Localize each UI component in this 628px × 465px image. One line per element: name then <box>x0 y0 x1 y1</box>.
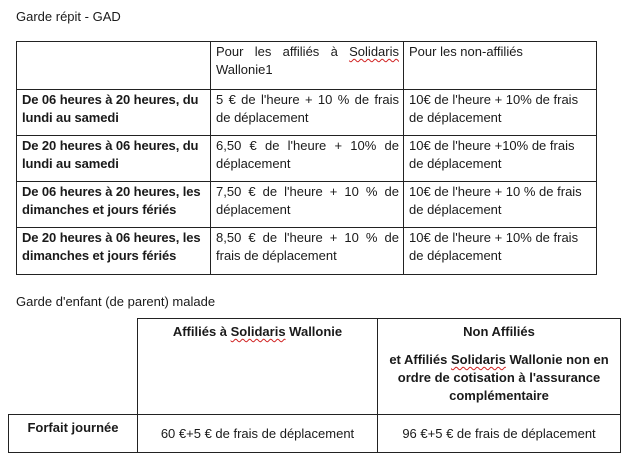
header-non-affiliated-line1: Non Affiliés <box>463 324 535 339</box>
header-non-affiliated-line2: et Affiliés Solidaris Wallonie non en ordre de cotisation à l'assurance complémentaire <box>389 352 609 403</box>
non-affiliated-rate: 96 €+5 € de frais de déplacement <box>378 415 621 453</box>
table-row <box>17 136 597 182</box>
table-row <box>17 182 597 228</box>
affiliated-rate: 8,50 € de l'heure + 10 % de frais de déplacement <box>211 228 404 275</box>
table-row <box>17 90 597 136</box>
non-affiliated-rate: 10€ de l'heure + 10% de frais de déplacement <box>404 90 597 136</box>
table-row <box>17 228 597 275</box>
header-empty-cell <box>9 319 138 415</box>
header-non-affiliated: Pour les non-affiliés <box>404 42 597 90</box>
gad-rates-table <box>16 41 597 275</box>
non-affiliated-rate: 10€ de l'heure + 10% de frais de déplacement <box>404 228 597 275</box>
affiliated-rate: 6,50 € de l'heure + 10% de déplacement <box>211 136 404 182</box>
non-affiliated-rate: 10€ de l'heure +10% de frais de déplacement <box>404 136 597 182</box>
section1-title: Garde répit - GAD <box>16 9 121 24</box>
row-label: De 20 heures à 06 heures, du lundi au samedi <box>17 136 211 182</box>
table-row <box>9 415 621 453</box>
row-label: Forfait journée <box>9 415 138 453</box>
affiliated-rate: 7,50 € de l'heure + 10 % de déplacement <box>211 182 404 228</box>
section2-title: Garde d'enfant (de parent) malade <box>16 294 216 309</box>
affiliated-rate: 5 € de l'heure + 10 % de frais de déplacement <box>211 90 404 136</box>
header-empty-cell <box>17 42 211 90</box>
affiliated-rate: 60 €+5 € de frais de déplacement <box>138 415 378 453</box>
table-header-row <box>9 319 621 415</box>
header-affiliated: Pour les affiliés à Solidaris Wallonie1 <box>211 42 404 90</box>
row-label: De 06 heures à 20 heures, les dimanches et jours fériés <box>17 182 211 228</box>
sick-child-rates-table <box>8 318 621 453</box>
header-non-affiliated <box>378 319 621 415</box>
non-affiliated-rate: 10€ de l'heure + 10 % de frais de déplacement <box>404 182 597 228</box>
row-label: De 20 heures à 06 heures, les dimanches et jours fériés <box>17 228 211 275</box>
header-affiliated: Affiliés à Solidaris Wallonie <box>138 319 378 415</box>
table-header-row <box>17 42 597 90</box>
row-label: De 06 heures à 20 heures, du lundi au samedi <box>17 90 211 136</box>
